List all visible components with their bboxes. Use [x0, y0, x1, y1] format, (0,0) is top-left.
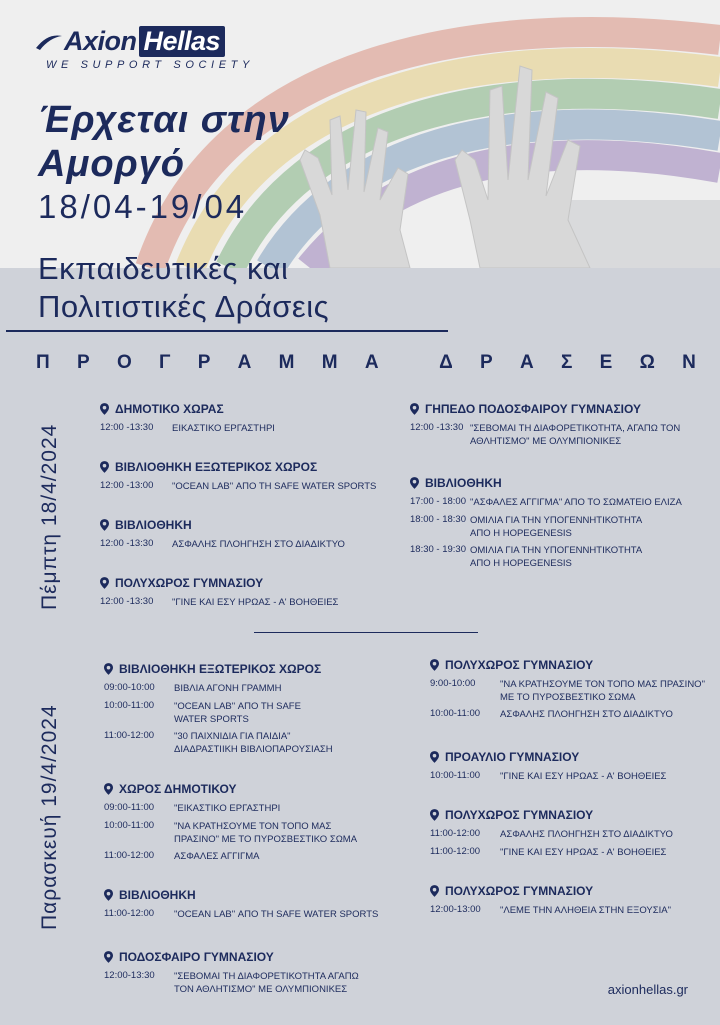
activity-line: ΒΙΒΛΙΑ ΑΓΟΝΗ ΓΡΑΜΜΗ — [174, 683, 282, 694]
activity-line: "ΣΕΒΟΜΑΙ ΤΗ ΔΙΑΦΟΡΕΤΙΚΟΤΗΤΑ, ΑΓΑΠΩ ΤΟΝ — [470, 423, 681, 434]
program-title-letter: Ρ — [480, 352, 493, 373]
activity-line: ΑΣΦΑΛΗΣ ΠΛΟΗΓΗΣΗ ΣΤΟ ΔΙΑΔΙΚΤΥΟ — [172, 539, 345, 550]
time-slot: 09:00-11:00 — [104, 802, 155, 813]
venue-name: ΓΗΠΕΔΟ ΠΟΔΟΣΦΑΙΡΟΥ ΓΥΜΝΑΣΙΟΥ — [425, 402, 641, 416]
divider-top — [6, 330, 448, 332]
time-slot: 12:00-13:00 — [430, 904, 481, 915]
time-slot: 12:00 -13:30 — [410, 422, 464, 433]
program-title-letter: Α — [519, 352, 534, 373]
time-slot: 11:00-12:00 — [104, 730, 155, 741]
activity-line: ΑΠΟ Η HOPEGENESIS — [470, 528, 572, 539]
schedule-row — [104, 730, 333, 755]
time-slot: 11:00-12:00 — [430, 828, 481, 839]
schedule-row — [100, 538, 345, 550]
time-slot: 11:00-12:00 — [104, 908, 155, 919]
time-slot: 9:00-10:00 — [430, 678, 476, 689]
activity — [174, 682, 281, 695]
location-pin-icon — [104, 663, 113, 675]
program-title-letter: Ρ — [77, 352, 90, 373]
website-link[interactable]: axionhellas.gr — [607, 982, 688, 997]
schedule-row — [430, 846, 667, 858]
activity-line: ΤΟΝ ΑΘΛΗΤΙΣΜΟ" ΜΕ ΟΛΥΜΠΙΟΝΙΚΕΣ — [174, 984, 348, 995]
venue-name: ΒΙΒΛΙΟΘΗΚΗ — [115, 518, 192, 532]
venue-heading — [104, 888, 196, 902]
venue-heading — [410, 402, 641, 416]
schedule-row — [410, 544, 643, 569]
venue-name: ΠΟΛΥΧΩΡΟΣ ΓΥΜΝΑΣΙΟΥ — [115, 576, 264, 590]
divider-middle — [254, 632, 478, 633]
location-pin-icon — [430, 885, 439, 897]
activity — [174, 700, 301, 726]
time-slot: 10:00-11:00 — [104, 700, 155, 711]
subtitle-line1: Εκπαιδευτικές και — [38, 251, 289, 286]
activity — [470, 544, 642, 570]
time-slot: 12:00-13:30 — [104, 970, 155, 981]
venue-heading — [104, 782, 236, 796]
activity-line: "ΓΙΝΕ ΚΑΙ ΕΣΥ ΗΡΩΑΣ - Α' ΒΟΗΘΕΙΕΣ — [500, 771, 667, 782]
activity-line: "ΝΑ ΚΡΑΤΗΣΟΥΜΕ ΤΟΝ ΤΟΠΟ ΜΑΣ — [174, 821, 332, 832]
location-pin-icon — [100, 577, 109, 589]
activity — [500, 828, 673, 841]
schedule-row — [104, 820, 358, 845]
activity-line: ΟΜΙΛΙΑ ΓΙΑ ΤΗΝ ΥΠΟΓΕΝΝΗΤΙΚΟΤΗΤΑ — [470, 515, 643, 526]
activity-line: ΕΙΚΑΣΤΙΚΟ ΕΡΓΑΣΤΗΡΙ — [172, 423, 275, 434]
venue-heading — [430, 808, 593, 822]
activity-line: ΑΣΦΑΛΕΣ ΑΓΓΙΓΜΑ — [174, 851, 260, 862]
time-slot: 11:00-12:00 — [430, 846, 481, 857]
activity-line: ΑΘΛΗΤΙΣΜΟ" ΜΕ ΟΛΥΜΠΙΟΝΙΚΕΣ — [470, 436, 622, 447]
schedule-row — [410, 496, 682, 508]
time-slot: 10:00-11:00 — [104, 820, 155, 831]
schedule-row — [430, 770, 667, 782]
schedule-row — [104, 908, 379, 920]
activity — [172, 422, 275, 435]
program-title-letter: Σ — [560, 352, 573, 373]
location-pin-icon — [104, 889, 113, 901]
venue-name: ΠΟΛΥΧΩΡΟΣ ΓΥΜΝΑΣΙΟΥ — [445, 808, 594, 822]
day1-label: Πέμπτη 18/4/2024 — [38, 423, 61, 610]
venue-heading — [100, 402, 224, 416]
subtitle — [38, 250, 329, 326]
activity-line: "ΝΑ ΚΡΑΤΗΣΟΥΜΕ ΤΟΝ ΤΟΠΟ ΜΑΣ ΠΡΑΣΙΝΟ" — [500, 679, 705, 690]
venue-heading — [100, 576, 263, 590]
time-slot: 10:00-11:00 — [430, 708, 481, 719]
time-slot: 17:00 - 18:00 — [410, 496, 466, 507]
activity-line: ΑΣΦΑΛΗΣ ΠΛΟΗΓΗΣΗ ΣΤΟ ΔΙΑΔΙΚΤΥΟ — [500, 829, 673, 840]
program-title-letter: Μ — [321, 352, 338, 373]
schedule-row — [100, 422, 275, 434]
program-title-letter: Π — [36, 352, 50, 373]
program-title-letter: Ν — [682, 352, 696, 373]
location-pin-icon — [430, 659, 439, 671]
activity-line: ΟΜΙΛΙΑ ΓΙΑ ΤΗΝ ΥΠΟΓΕΝΝΗΤΙΚΟΤΗΤΑ — [470, 545, 643, 556]
swoosh-icon — [36, 34, 62, 50]
activity-line: "OCEAN LAB" ΑΠΟ ΤΗ SAFE WATER SPORTS — [174, 909, 379, 920]
location-pin-icon — [104, 783, 113, 795]
schedule-row — [410, 514, 643, 539]
activity-line: "ΕΙΚΑΣΤΙΚΟ ΕΡΓΑΣΤΗΡΙ — [174, 803, 281, 814]
program-title-letter: Γ — [159, 352, 171, 373]
schedule-row — [104, 682, 282, 694]
time-slot: 09:00-10:00 — [104, 682, 155, 693]
venue-name: ΒΙΒΛΙΟΘΗΚΗ — [425, 476, 502, 490]
schedule-row — [430, 678, 705, 703]
venue-heading — [430, 884, 593, 898]
program-title-letter: Ω — [639, 352, 655, 373]
activity — [174, 908, 378, 921]
activity-line: "ΓΙΝΕ ΚΑΙ ΕΣΥ ΗΡΩΑΣ - Α' ΒΟΗΘΕΙΕΣ — [172, 597, 339, 608]
venue-heading — [430, 658, 593, 672]
time-slot: 12:00 -13:30 — [100, 596, 154, 607]
time-slot: 12:00 -13:30 — [100, 422, 154, 433]
schedule-row — [410, 422, 681, 447]
activity-line: "ΣΕΒΟΜΑΙ ΤΗ ΔΙΑΦΟΡΕΤΙΚΟΤΗΤΑ ΑΓΑΠΩ — [174, 971, 359, 982]
schedule-row — [430, 904, 671, 916]
activity — [172, 480, 376, 493]
activity-line: ΜΕ ΤΟ ΠΥΡΟΣΒΕΣΤΙΚΟ ΣΩΜΑ — [500, 692, 636, 703]
activity — [174, 802, 280, 815]
venue-name: ΠΟΛΥΧΩΡΟΣ ΓΥΜΝΑΣΙΟΥ — [445, 884, 594, 898]
headline-line2: Αμοργό — [38, 143, 185, 185]
venue-name: ΠΟΔΟΣΦΑΙΡΟ ΓΥΜΝΑΣΙΟΥ — [119, 950, 274, 964]
event-dates: 18/04-19/04 — [38, 188, 248, 225]
location-pin-icon — [100, 461, 109, 473]
activity-line: "OCEAN LAB" ΑΠΟ ΤΗ SAFE WATER SPORTS — [172, 481, 377, 492]
headline-line1: Έρχεται στην — [38, 99, 290, 141]
venue-name: ΠΟΛΥΧΩΡΟΣ ΓΥΜΝΑΣΙΟΥ — [445, 658, 594, 672]
venue-name: ΒΙΒΛΙΟΘΗΚΗ — [119, 888, 196, 902]
location-pin-icon — [410, 477, 419, 489]
activity-line: "30 ΠΑΙΧΝΙΔΙΑ ΓΙΑ ΠΑΙΔΙΑ" — [174, 731, 291, 742]
schedule-row — [430, 828, 673, 840]
activity — [174, 850, 259, 863]
time-slot: 12:00 -13:30 — [100, 538, 154, 549]
subtitle-line2: Πολιτιστικές Δράσεις — [38, 289, 330, 324]
activity-line: WATER SPORTS — [174, 714, 249, 725]
venue-name: ΧΩΡΟΣ ΔΗΜΟΤΙΚΟΥ — [119, 782, 237, 796]
schedule-row — [104, 802, 281, 814]
location-pin-icon — [100, 519, 109, 531]
headline — [38, 98, 290, 186]
venue-heading — [104, 662, 321, 676]
program-title-letter: Α — [364, 352, 379, 373]
activity — [172, 538, 345, 551]
location-pin-icon — [430, 751, 439, 763]
time-slot: 11:00-12:00 — [104, 850, 155, 861]
program-title-letter: Ο — [116, 352, 132, 373]
location-pin-icon — [104, 951, 113, 963]
activity — [500, 846, 666, 859]
activity-line: ΔΙΑΔΡΑΣΤΙΙΚΗ ΒΙΒΛΙΟΠΑΡΟΥΣΙΑΣΗ — [174, 744, 333, 755]
venue-name: ΒΙΒΛΙΟΘΗΚΗ ΕΞΩΤΕΡΙΚΟΣ ΧΩΡΟΣ — [115, 460, 318, 474]
time-slot: 18:30 - 19:30 — [410, 544, 466, 555]
schedule-row — [104, 850, 260, 862]
activity-line: ΑΠΟ Η HOPEGENESIS — [470, 558, 572, 569]
activity-line: "ΓΙΝΕ ΚΑΙ ΕΣΥ ΗΡΩΑΣ - Α' ΒΟΗΘΕΙΕΣ — [500, 847, 667, 858]
schedule-row — [104, 700, 301, 725]
activity — [500, 904, 671, 917]
venue-heading — [100, 460, 317, 474]
time-slot: 10:00-11:00 — [430, 770, 481, 781]
venue-name: ΠΡΟΑΥΛΙΟ ΓΥΜΝΑΣΙΟΥ — [445, 750, 580, 764]
schedule-row — [104, 970, 359, 995]
venue-heading — [104, 950, 274, 964]
program-title-letter: Μ — [278, 352, 295, 373]
activity — [500, 770, 666, 783]
day2-label: Παρασκευή 19/4/2024 — [38, 704, 61, 930]
activity-line: "ΛΕΜΕ ΤΗΝ ΑΛΗΘΕΙΑ ΣΤΗΝ ΕΞΟΥΣΙΑ" — [500, 905, 671, 916]
activity-line: ΑΣΦΑΛΗΣ ΠΛΟΗΓΗΣΗ ΣΤΟ ΔΙΑΔΙΚΤΥΟ — [500, 709, 673, 720]
venue-heading — [410, 476, 502, 490]
activity — [470, 514, 642, 540]
venue-name: ΔΗΜΟΤΙΚΟ ΧΩΡΑΣ — [115, 402, 224, 416]
location-pin-icon — [430, 809, 439, 821]
schedule-row — [100, 596, 339, 608]
brand-name-axion: Axion — [64, 26, 137, 56]
time-slot: 18:00 - 18:30 — [410, 514, 466, 525]
activity — [500, 708, 673, 721]
brand-name-hellas: Hellas — [139, 26, 226, 57]
program-title-letter — [406, 352, 412, 374]
program-title-letter: Α — [237, 352, 252, 373]
program-title — [36, 352, 696, 374]
activity-line: "ΑΣΦΑΛΕΣ ΑΓΓΙΓΜΑ" ΑΠΟ ΤΟ ΣΩΜΑΤΕΙΟ ΕΛΙΖΑ — [470, 497, 682, 508]
activity — [174, 970, 359, 996]
activity — [172, 596, 338, 609]
schedule-row — [100, 480, 377, 492]
venue-heading — [100, 518, 192, 532]
activity — [470, 422, 680, 448]
activity — [470, 496, 682, 509]
program-title-letter: Ρ — [197, 352, 211, 373]
location-pin-icon — [100, 403, 109, 415]
venue-heading — [430, 750, 579, 764]
activity-line: "OCEAN LAB" ΑΠΟ ΤΗ SAFE — [174, 701, 301, 712]
location-pin-icon — [410, 403, 419, 415]
venue-name: ΒΙΒΛΙΟΘΗΚΗ ΕΞΩΤΕΡΙΚΟΣ ΧΩΡΟΣ — [119, 662, 322, 676]
activity — [500, 678, 705, 704]
program-title-letter: Δ — [439, 352, 453, 373]
schedule-row — [430, 708, 673, 720]
brand-tagline: WE SUPPORT SOCIETY — [46, 59, 254, 71]
activity — [174, 820, 357, 846]
activity — [174, 730, 333, 756]
time-slot: 12:00 -13:00 — [100, 480, 154, 491]
activity-line: ΠΡΑΣΙΝΟ" ΜΕ ΤΟ ΠΥΡΟΣΒΕΣΤΙΚΟ ΣΩΜΑ — [174, 834, 358, 845]
brand-logo — [36, 26, 254, 71]
program-title-letter: Ε — [599, 352, 613, 373]
